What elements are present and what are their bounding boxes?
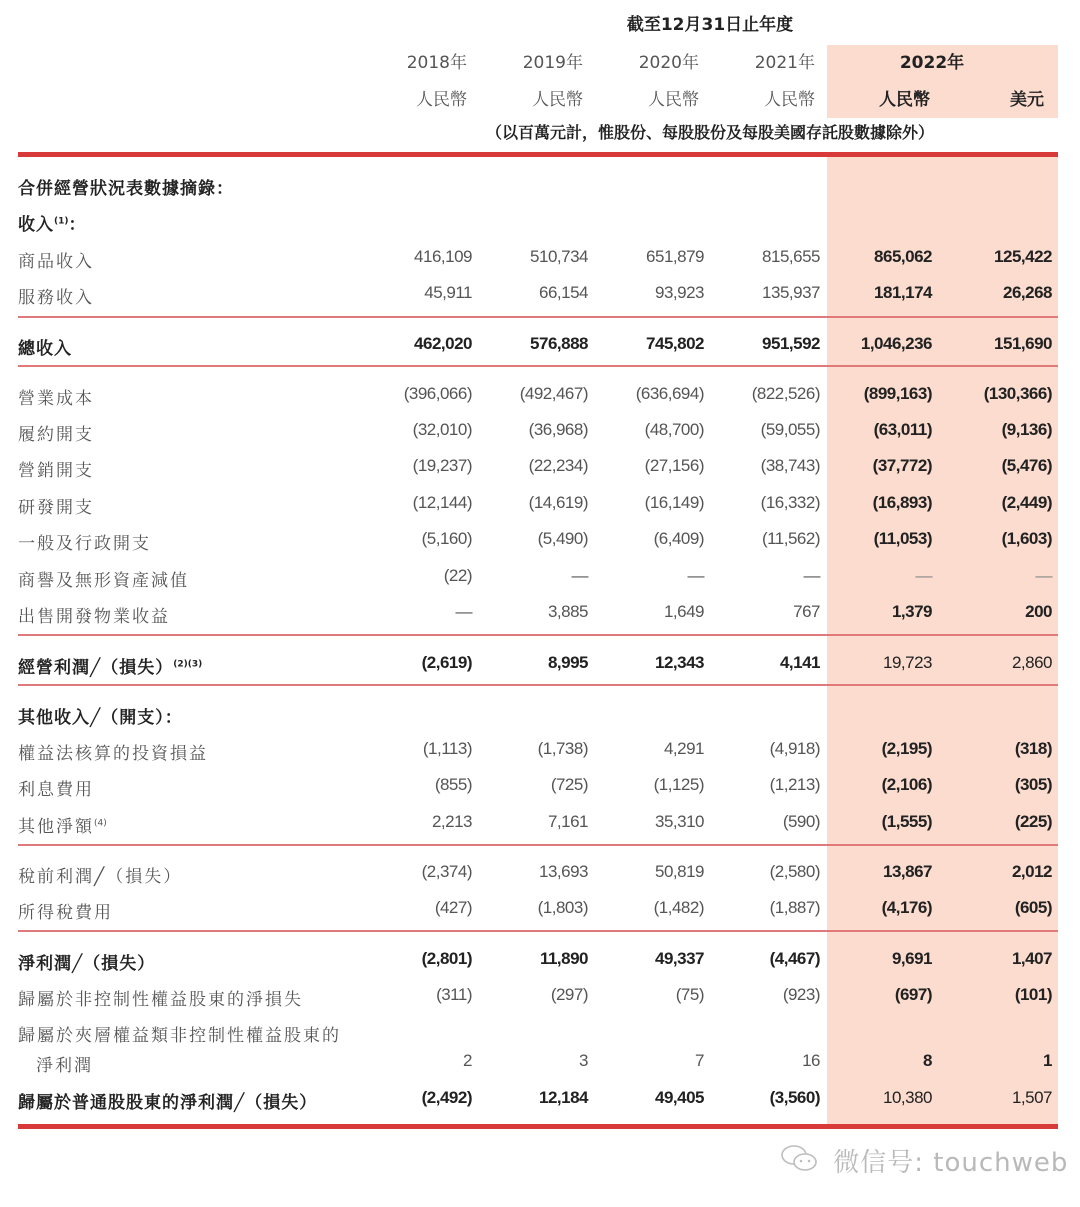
- row-label: 利息費用: [18, 780, 94, 800]
- currency-2022-rmb: 人民幣: [879, 90, 930, 110]
- cell-2019: 11,890: [539, 949, 588, 968]
- cell-2018: 462,020: [414, 334, 472, 353]
- currency-2020: 人民幣: [648, 90, 699, 110]
- cell-2020: (6,409): [653, 529, 704, 548]
- cell-2021: 135,937: [762, 283, 820, 302]
- cell-2021: (4,467): [769, 949, 820, 968]
- table-row: [0, 566, 1080, 602]
- cell-2020: 7: [695, 1051, 704, 1070]
- table-row-net-profit: [0, 949, 1080, 985]
- row-divider: [18, 316, 1058, 318]
- cell-2021: (1,887): [769, 898, 820, 917]
- row-divider: [18, 930, 1058, 932]
- cell-2019: 7,161: [547, 812, 588, 831]
- cell-2022-rmb: (697): [894, 985, 932, 1004]
- cell-2020: 49,337: [655, 949, 704, 968]
- unit-note: （以百萬元計，惟股份、每股股份及每股美國存託股數據除外）: [485, 123, 934, 142]
- cell-2022-rmb: 865,062: [874, 247, 932, 266]
- row-divider: [18, 365, 1058, 367]
- year-2020: 2020年: [638, 53, 699, 73]
- cell-2022-usd: (101): [1014, 985, 1052, 1004]
- cell-2022-rmb: (4,176): [881, 898, 932, 917]
- cell-2018: (19,237): [412, 456, 472, 475]
- row-label: 經營利潤╱（損失）$^{(2)(3)}$: [18, 658, 203, 678]
- cell-2019: 510,734: [530, 247, 588, 266]
- currency-2018: 人民幣: [416, 90, 467, 110]
- table-row: [0, 283, 1080, 319]
- year-2022: 2022年: [899, 53, 965, 73]
- cell-2022-usd: (1,603): [1001, 529, 1052, 548]
- cell-2020: 50,819: [655, 862, 704, 881]
- cell-2018: (2,801): [421, 949, 472, 968]
- cell-2022-rmb: (16,893): [872, 493, 932, 512]
- cell-2019: 66,154: [539, 283, 588, 302]
- cell-2020: (1,125): [653, 775, 704, 794]
- cell-2019: (1,738): [537, 739, 588, 758]
- currency-2021: 人民幣: [764, 90, 815, 110]
- row-label: 營業成本: [18, 389, 94, 409]
- cell-2019: (725): [550, 775, 588, 794]
- row-label: 淨利潤╱（損失）: [18, 954, 156, 974]
- row-divider: [18, 634, 1058, 636]
- watermark-text: 微信号: touchweb: [833, 1148, 1069, 1178]
- table-row: [0, 602, 1080, 638]
- currency-2022-usd: 美元: [1010, 90, 1044, 110]
- cell-2019: (5,490): [537, 529, 588, 548]
- table-row: [0, 493, 1080, 529]
- cell-2018: (12,144): [412, 493, 472, 512]
- cell-2022-rmb: (63,011): [873, 420, 932, 439]
- cell-2020: 49,405: [655, 1088, 704, 1107]
- cell-2022-usd: 1: [1043, 1051, 1052, 1070]
- cell-2022-usd: (318): [1014, 739, 1052, 758]
- row-label: 一般及行政開支: [18, 534, 151, 554]
- cell-2019: (36,968): [528, 420, 588, 439]
- row-label: 研發開支: [18, 498, 94, 518]
- cell-2020: 1,649: [663, 602, 704, 621]
- cell-2019: (1,803): [537, 898, 588, 917]
- row-label: 服務收入: [18, 288, 94, 308]
- cell-2021: 4,141: [779, 653, 820, 672]
- year-2019: 2019年: [522, 53, 583, 73]
- cell-2022-usd: 125,422: [994, 247, 1052, 266]
- cell-2020: 35,310: [655, 812, 704, 831]
- row-label: 履約開支: [18, 425, 94, 445]
- cell-2018: (427): [434, 898, 472, 917]
- cell-2018: 45,911: [424, 283, 472, 302]
- cell-2021: (3,560): [769, 1088, 820, 1107]
- cell-2020: —: [687, 566, 704, 585]
- section-revenue-title: 收入$^{(1)}$：: [18, 215, 87, 235]
- section-other: [0, 703, 1080, 739]
- cell-2022-usd: 1,407: [1011, 949, 1052, 968]
- cell-2022-rmb: 1,379: [891, 602, 932, 621]
- row-label: 歸屬於普通股股東的淨利潤╱（損失）: [18, 1093, 318, 1113]
- cell-2020: 93,923: [655, 283, 704, 302]
- row-label: 歸屬於非控制性權益股東的淨損失: [18, 990, 303, 1010]
- cell-2022-usd: 2,012: [1011, 862, 1052, 881]
- cell-2022-usd: —: [1035, 566, 1052, 585]
- cell-2018: (2,374): [421, 862, 472, 881]
- table-row: [0, 384, 1080, 420]
- cell-2020: 4,291: [663, 739, 704, 758]
- row-label: 權益法核算的投資損益: [18, 744, 208, 764]
- cell-2018: —: [455, 602, 472, 621]
- cell-2021: (16,332): [760, 493, 820, 512]
- table-row: [0, 529, 1080, 565]
- cell-2022-usd: (130,366): [983, 384, 1052, 403]
- cell-2018: (32,010): [412, 420, 472, 439]
- table-row: [0, 812, 1080, 848]
- cell-2021: 951,592: [762, 334, 820, 353]
- watermark: [780, 1142, 1068, 1179]
- cell-2018: (855): [434, 775, 472, 794]
- row-label: 商譽及無形資產減值: [18, 571, 189, 591]
- table-row: [0, 862, 1080, 898]
- cell-2019: 3: [579, 1051, 588, 1070]
- cell-2021: (923): [782, 985, 820, 1004]
- cell-2021: 815,655: [762, 247, 820, 266]
- year-2021: 2021年: [754, 53, 815, 73]
- cell-2021: —: [803, 566, 820, 585]
- cell-2022-usd: 200: [1025, 602, 1052, 621]
- table-row: [0, 420, 1080, 456]
- cell-2020: (27,156): [644, 456, 704, 475]
- cell-2021: (822,526): [751, 384, 820, 403]
- cell-2020: (636,694): [635, 384, 704, 403]
- table-row: [0, 1021, 1080, 1093]
- footer-rule: [18, 1124, 1058, 1129]
- cell-2020: 12,343: [655, 653, 704, 672]
- row-label: 歸屬於夾層權益類非控制性權益股東的: [18, 1026, 341, 1046]
- cell-2022-rmb: (11,053): [873, 529, 932, 548]
- table-row: [0, 247, 1080, 283]
- cell-2022-usd: 2,860: [1011, 653, 1052, 672]
- cell-2020: (1,482): [653, 898, 704, 917]
- year-2018: 2018年: [406, 53, 467, 73]
- period-title: 截至12月31日止年度: [626, 15, 794, 35]
- cell-2022-rmb: (899,163): [863, 384, 932, 403]
- cell-2022-usd: (9,136): [1001, 420, 1052, 439]
- cell-2019: (14,619): [528, 493, 588, 512]
- cell-2022-usd: (225): [1014, 812, 1052, 831]
- section-summary-title: 合併經營狀況表數據摘錄：: [18, 179, 234, 199]
- cell-2021: (2,580): [769, 862, 820, 881]
- cell-2019: 8,995: [547, 653, 588, 672]
- cell-2022-rmb: 9,691: [891, 949, 932, 968]
- cell-2022-rmb: 13,867: [883, 862, 932, 881]
- row-divider: [18, 844, 1058, 846]
- cell-2020: 651,879: [646, 247, 704, 266]
- cell-2022-rmb: 1,046,236: [860, 334, 932, 353]
- cell-2020: (48,700): [644, 420, 704, 439]
- cell-2019: 576,888: [530, 334, 588, 353]
- row-label-line2: 淨利潤: [36, 1056, 93, 1076]
- cell-2022-usd: (305): [1014, 775, 1052, 794]
- row-label: 商品收入: [18, 252, 94, 272]
- cell-2022-usd: (5,476): [1001, 456, 1052, 475]
- table-row: [0, 456, 1080, 492]
- cell-2022-rmb: 8: [923, 1051, 932, 1070]
- cell-2018: (1,113): [422, 739, 472, 758]
- currency-2019: 人民幣: [532, 90, 583, 110]
- cell-2018: 2,213: [431, 812, 472, 831]
- cell-2019: (492,467): [519, 384, 588, 403]
- cell-2020: (16,149): [644, 493, 704, 512]
- cell-2022-usd: 1,507: [1011, 1088, 1052, 1107]
- row-label: 營銷開支: [18, 461, 94, 481]
- cell-2019: (22,234): [528, 456, 588, 475]
- cell-2021: (38,743): [760, 456, 820, 475]
- cell-2021: (590): [782, 812, 820, 831]
- cell-2018: (5,160): [421, 529, 472, 548]
- table-row: [0, 985, 1080, 1021]
- cell-2019: —: [571, 566, 588, 585]
- row-label: 總收入: [18, 339, 72, 359]
- cell-2022-rmb: (37,772): [872, 456, 932, 475]
- table-row-attributable-profit: [0, 1088, 1080, 1124]
- cell-2022-usd: (2,449): [1001, 493, 1052, 512]
- section-revenue: [0, 210, 1080, 246]
- cell-2019: 13,693: [539, 862, 588, 881]
- cell-2018: 416,109: [414, 247, 472, 266]
- row-divider: [18, 684, 1058, 686]
- cell-2022-rmb: 181,174: [874, 283, 932, 302]
- cell-2019: 3,885: [547, 602, 588, 621]
- cell-2022-usd: 26,268: [1003, 283, 1052, 302]
- cell-2021: 767: [793, 602, 820, 621]
- cell-2021: 16: [802, 1051, 820, 1070]
- table-row: [0, 898, 1080, 934]
- cell-2022-rmb: (2,195): [881, 739, 932, 758]
- header-rule: [18, 152, 1058, 157]
- cell-2018: (22): [443, 566, 472, 585]
- wechat-icon: [780, 1148, 829, 1178]
- cell-2020: 745,802: [646, 334, 704, 353]
- row-label: 出售開發物業收益: [18, 607, 170, 627]
- cell-2020: (75): [675, 985, 704, 1004]
- cell-2018: (396,066): [403, 384, 472, 403]
- table-row: [0, 739, 1080, 775]
- cell-2022-usd: (605): [1014, 898, 1052, 917]
- cell-2021: (11,562): [761, 529, 820, 548]
- cell-2021: (59,055): [760, 420, 820, 439]
- section-other-title: 其他收入╱（開支）：: [18, 708, 183, 728]
- cell-2018: 2: [463, 1051, 472, 1070]
- cell-2019: (297): [550, 985, 588, 1004]
- row-label: 所得稅費用: [18, 903, 113, 923]
- cell-2018: (2,492): [421, 1088, 472, 1107]
- cell-2022-rmb: 19,723: [883, 653, 932, 672]
- cell-2021: (1,213): [769, 775, 820, 794]
- cell-2018: (311): [436, 985, 472, 1004]
- cell-2018: (2,619): [421, 653, 472, 672]
- row-label: 稅前利潤╱（損失）: [18, 867, 183, 887]
- row-label: 其他淨額$^{(4)}$: [18, 817, 107, 837]
- cell-2022-rmb: (2,106): [881, 775, 932, 794]
- cell-2022-usd: 151,690: [994, 334, 1052, 353]
- cell-2022-rmb: —: [915, 566, 932, 585]
- section-summary: [0, 174, 1080, 210]
- cell-2022-rmb: (1,555): [881, 812, 932, 831]
- table-row: [0, 775, 1080, 811]
- cell-2022-rmb: 10,380: [883, 1088, 932, 1107]
- cell-2021: (4,918): [769, 739, 820, 758]
- cell-2019: 12,184: [539, 1088, 588, 1107]
